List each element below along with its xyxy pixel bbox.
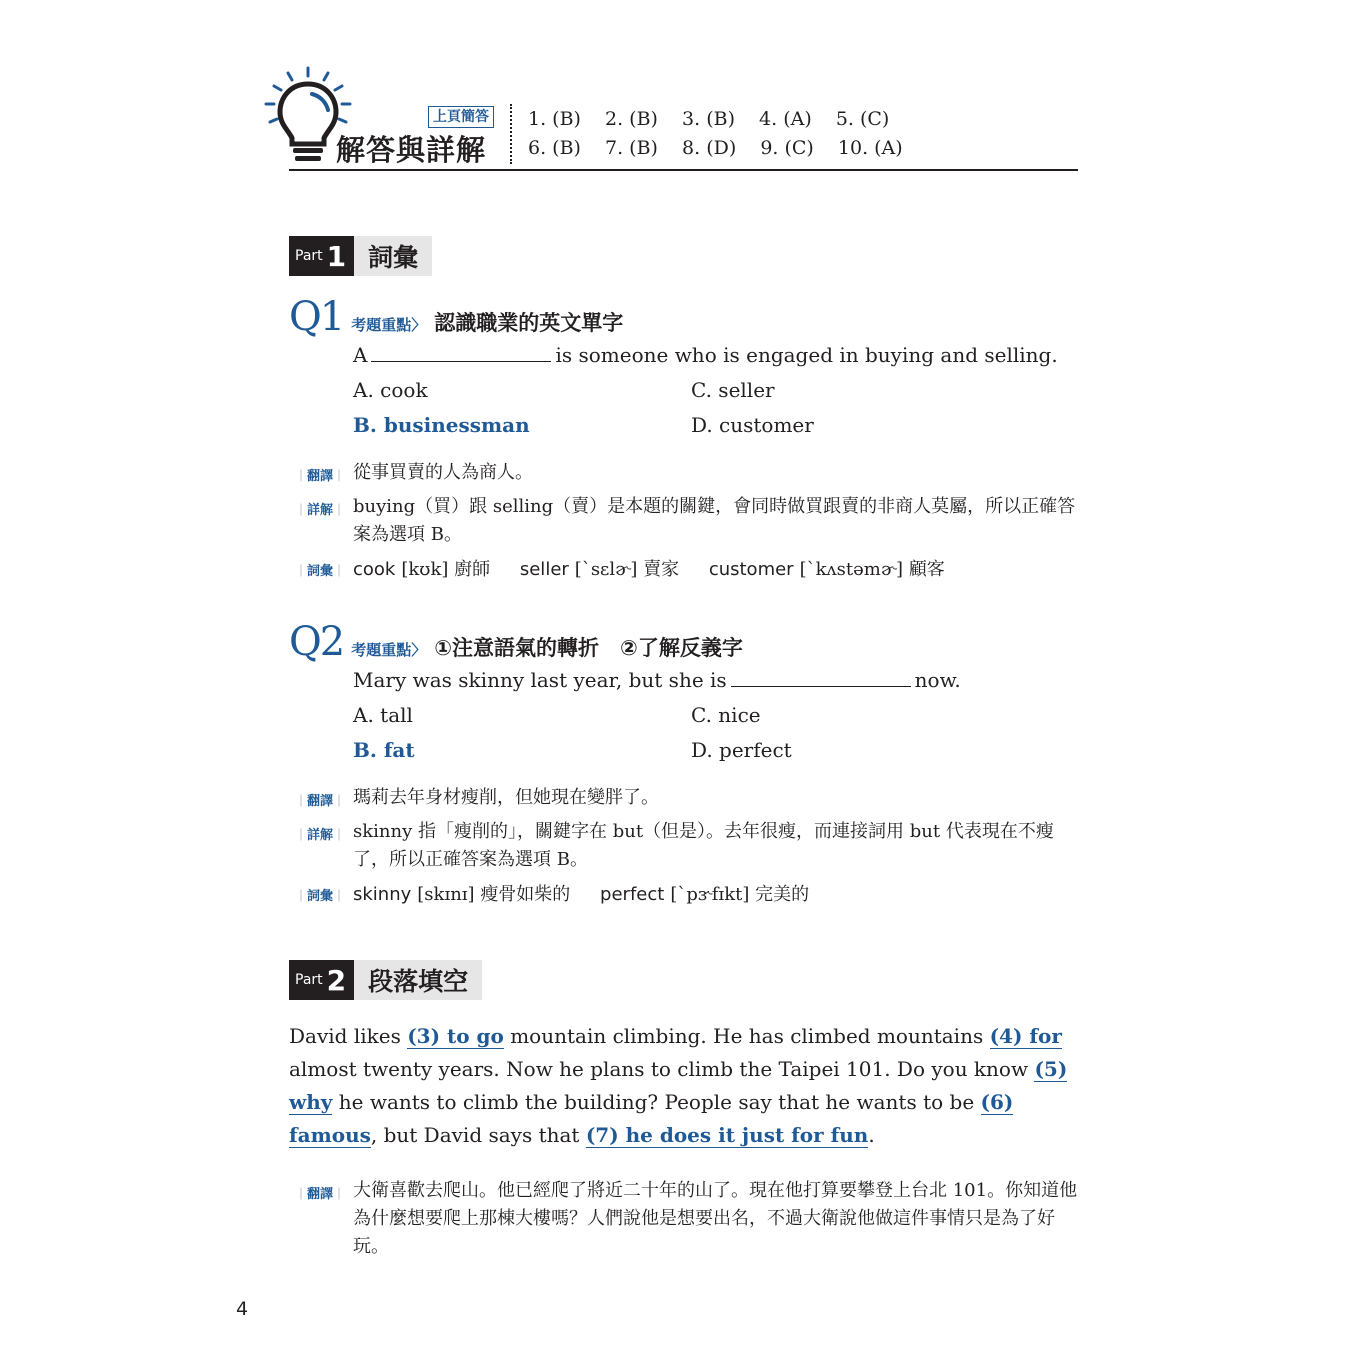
vocab-item [353, 884, 570, 905]
q2-stem [353, 668, 961, 692]
q1-option-a: A. cook [353, 378, 428, 402]
vocab-ipa: [ˋsɛlɚ] [574, 559, 638, 580]
q2-option-a: A. tall [353, 703, 413, 727]
cloze-passage [289, 1020, 1079, 1152]
q1-heading [289, 294, 623, 340]
q1-option-b-correct: B. businessman [353, 413, 530, 437]
header-tag: 上頁簡答 [428, 106, 494, 128]
q1-number: Q1 [289, 294, 344, 340]
page-number: 4 [236, 1298, 249, 1320]
part-number: 1 [326, 239, 347, 273]
q2-heading [289, 619, 743, 665]
part-word: Part [295, 248, 323, 264]
vocab-ipa: [ˋkʌstəmɚ] [799, 559, 904, 580]
vocab-item [520, 559, 679, 580]
q1-option-d: D. customer [691, 413, 814, 437]
vocab-word: customer [708, 559, 794, 580]
answers-row-2 [528, 137, 921, 159]
passage-text: David likes [289, 1024, 408, 1048]
q2-stem-before: Mary was skinny last year, but she is [353, 668, 727, 692]
vocab-word: skinny [353, 884, 412, 905]
passage-text: , but David says that [370, 1123, 586, 1147]
part-1-title: 詞彙 [354, 236, 432, 276]
vocab-item [709, 559, 945, 580]
part-1-badge [289, 236, 354, 276]
passage-answer-3: (3) to go [407, 1024, 504, 1048]
answer-item: 9. (C) [760, 137, 814, 159]
vocab-item [353, 559, 490, 580]
q1-vocab-label: ｜ 詞彙 ｜ [295, 560, 345, 579]
passage-text: almost twenty years. Now he plans to climb the Taipei 101. Do you know [289, 1057, 1035, 1081]
vocab-meaning: 廚師 [454, 559, 491, 580]
q1-explanation: buying（買）跟 selling（賣）是本題的關鍵，會同時做買跟賣的非商人莫屬，所以正確答案為選項 B。 [353, 496, 1076, 545]
q1-blank [371, 345, 551, 362]
q1-stem [353, 343, 1058, 367]
passage-text: he wants to climb the building? People say that he wants to be [332, 1090, 981, 1114]
passage-text: . [868, 1123, 875, 1147]
vocab-item [600, 884, 809, 905]
header-rule [289, 169, 1078, 171]
q2-option-d: D. perfect [691, 738, 792, 762]
q2-vocab-list [353, 880, 833, 906]
vocab-meaning: 賣家 [643, 559, 680, 580]
q1-translation-label: ｜ 翻譯 ｜ [295, 465, 345, 484]
answer-item: 4. (A) [759, 108, 812, 130]
q2-number: Q2 [289, 619, 344, 665]
vocab-meaning: 瘦骨如柴的 [480, 884, 571, 905]
answer-item: 6. (B) [528, 137, 581, 159]
vocab-word: perfect [600, 884, 665, 905]
passage-translation: 大衛喜歡去爬山。他已經爬了將近二十年的山了。現在他打算要攀登上台北 101。你知道他為什麼想要爬上那棟大樓嗎？人們說他是想要出名，不過大衛說他做這件事情只是為了好玩。 [353, 1180, 1078, 1257]
q2-translation-label: ｜ 翻譯 ｜ [295, 790, 345, 809]
q1-focus: 認識職業的英文單字 [434, 311, 624, 335]
part-word: Part [295, 972, 323, 988]
passage-answer-5: (5) why [289, 1057, 1068, 1114]
q1-stem-after: is someone who is engaged in buying and selling. [555, 343, 1058, 367]
vocab-ipa: [ˋpɝfɪkt] [670, 884, 750, 905]
q1-translation: 從事買賣的人為商人。 [353, 462, 533, 483]
answer-item: 3. (B) [682, 108, 735, 130]
q2-option-b-correct: B. fat [353, 738, 415, 762]
q2-explanation: skinny 指「瘦削的」，關鍵字在 but（但是）。去年很瘦，而連接詞用 but 代表現在不瘦了，所以正確答案為選項 B。 [353, 821, 1054, 870]
passage-text: mountain climbing. He has climbed mountains [503, 1024, 990, 1048]
q1-explanation-label: ｜ 詳解 ｜ [295, 499, 345, 518]
answer-item: 5. (C) [835, 108, 890, 130]
passage-answer-6: (6) famous [289, 1090, 1014, 1147]
part-2-heading [289, 960, 482, 1000]
q2-explanation-label: ｜ 詳解 ｜ [295, 824, 345, 843]
q2-focus: ①注意語氣的轉折 ②了解反義字 [434, 636, 743, 660]
part-number: 2 [326, 963, 347, 997]
q2-option-c: C. nice [691, 703, 761, 727]
q1-stem-before: A [353, 343, 368, 367]
answer-item: 10. (A) [837, 137, 903, 159]
header-title: 解答與詳解 [336, 133, 487, 167]
q1-option-c: C. seller [691, 378, 775, 402]
vocab-word: cook [353, 559, 396, 580]
q1-key-label: 考題重點〉 [351, 316, 427, 334]
q2-stem-after: now. [914, 668, 961, 692]
answer-item: 1. (B) [528, 108, 581, 130]
q1-vocab-list [353, 555, 969, 581]
q2-vocab-label: ｜ 詞彙 ｜ [295, 885, 345, 904]
q2-translation: 瑪莉去年身材瘦削，但她現在變胖了。 [353, 787, 659, 808]
answer-item: 2. (B) [605, 108, 658, 130]
vocab-ipa: [kʊk] [401, 559, 449, 580]
header-divider [510, 104, 512, 164]
vocab-ipa: [skɪnɪ] [417, 884, 475, 905]
part-1-heading [289, 236, 432, 276]
passage-answer-7: (7) he does it just for fun [585, 1123, 869, 1147]
vocab-meaning: 顧客 [908, 559, 945, 580]
q2-blank [731, 670, 911, 687]
passage-answer-4: (4) for [989, 1024, 1062, 1048]
part-2-title: 段落填空 [354, 960, 482, 1000]
q2-key-label: 考題重點〉 [351, 641, 427, 659]
answer-item: 7. (B) [605, 137, 658, 159]
vocab-meaning: 完美的 [755, 884, 810, 905]
answer-item: 8. (D) [682, 137, 737, 159]
passage-translation-label: ｜ 翻譯 ｜ [295, 1183, 345, 1202]
vocab-word: seller [519, 559, 569, 580]
part-2-badge [289, 960, 354, 1000]
answers-row-1 [528, 108, 907, 130]
